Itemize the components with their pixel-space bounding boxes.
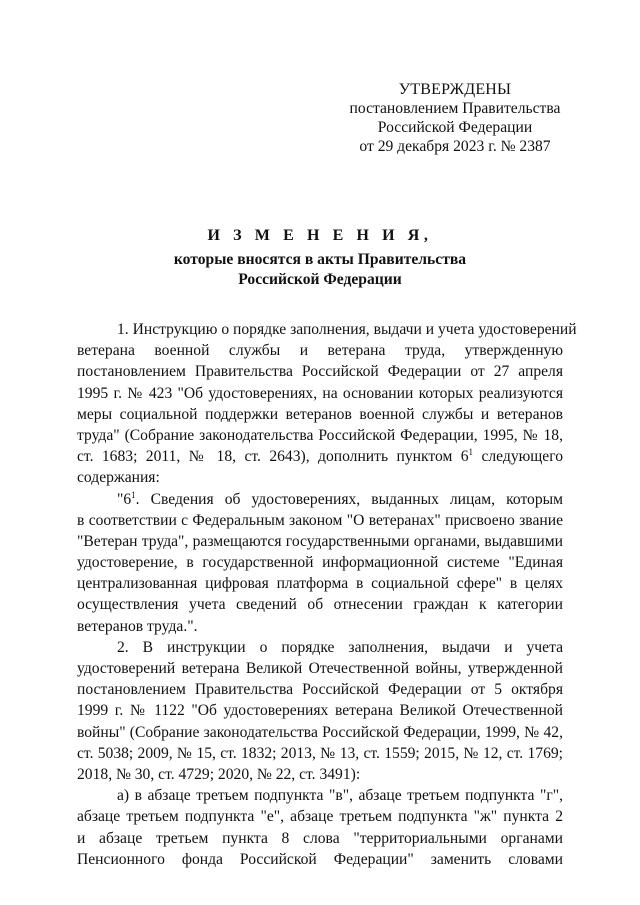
document-subtitle — [0, 250, 640, 290]
text-line: осуществления учета сведений об отнесении граждан к категории — [77, 596, 563, 614]
text-line: 2018, № 30, ст. 4729; 2020, № 22, ст. 3491): — [77, 765, 361, 783]
subtitle-line-2: Российской Федерации — [238, 271, 402, 288]
text-line: 1995 г. № 423 "Об удостоверениях, на основании которых реализуются — [77, 384, 563, 402]
text-segment: следующего — [473, 448, 563, 466]
text-segment: . Сведения об удостоверениях, выданных лицам, которым — [135, 490, 563, 508]
text-line: постановлением Правительства Российской Федерации от 5 октября — [77, 681, 563, 699]
superscript: 1 — [468, 446, 474, 457]
text-line: и абзаце третьем пункта 8 слова "территориальными органами — [77, 829, 563, 847]
text-line: в соответствии с Федеральным законом "О ветеранах" присвоено звание — [77, 511, 563, 529]
text-line — [77, 446, 563, 467]
text-line: Пенсионного фонда Российской Федерации" заменить словами — [77, 850, 563, 868]
text-line: постановлением Правительства Российской Федерации от 27 апреля — [77, 363, 563, 381]
text-line: меры социальной поддержки ветеранов военной службы и ветеранов — [77, 405, 563, 423]
text-line: "Ветеран труда", размещаются государственными органами, выдавшими — [77, 532, 563, 550]
text-line: централизованная цифровая платформа в социальной сфере" в целях — [77, 575, 563, 593]
approval-block — [335, 80, 575, 156]
text-line: труда" (Собрание законодательства Российской Федерации, 1995, № 18, — [77, 426, 563, 444]
text-segment: "6 — [117, 490, 132, 508]
approval-line-3: от 29 декабря 2023 г. № 2387 — [359, 138, 551, 155]
document-body — [77, 319, 577, 870]
text-line: войны" (Собрание законодательства Российской Федерации, 1999, № 42, — [77, 723, 563, 741]
text-line: содержания: — [77, 469, 160, 487]
superscript: 1 — [131, 489, 136, 500]
text-line: 2. В инструкции о порядке заполнения, выдачи и учета — [117, 638, 563, 656]
subtitle-line-1: которые вносятся в акты Правительства — [173, 251, 467, 268]
text-line: абзаце третьем подпункта "е", абзаце третьем подпункта "ж" пункта 2 — [77, 808, 563, 826]
approval-heading: УТВЕРЖДЕНЫ — [398, 81, 512, 98]
text-line: ветеранов труда.". — [77, 617, 198, 635]
text-line: ветерана военной службы и ветерана труда, утвержденную — [77, 342, 563, 360]
text-line: ст. 5038; 2009, № 15, ст. 1832; 2013, № 13, ст. 1559; 2015, № 12, ст. 1769; — [77, 744, 563, 762]
text-line — [77, 489, 563, 510]
text-line: удостоверений ветерана Великой Отечественной войны, утвержденной — [77, 660, 563, 677]
approval-line-2: Российской Федерации — [377, 119, 533, 136]
text-line: а) в абзаце третьем подпункта "в", абзаце третьем подпункта "г", — [117, 787, 563, 805]
text-line: 1. Инструкцию о порядке заполнения, выдачи и учета удостоверений — [117, 321, 577, 338]
text-segment: ст. 1683; 2011, № 18, ст. 2643), дополнить пунктом 6 — [77, 448, 469, 466]
document-title: И З М Е Н Е Н И Я, — [207, 227, 433, 244]
text-line: 1999 г. № 1122 "Об удостоверениях ветерана Великой Отечественной — [77, 702, 563, 720]
text-line: удостоверение, в государственной информационной системе "Единая — [77, 554, 563, 572]
approval-line-1: постановлением Правительства — [349, 100, 561, 117]
